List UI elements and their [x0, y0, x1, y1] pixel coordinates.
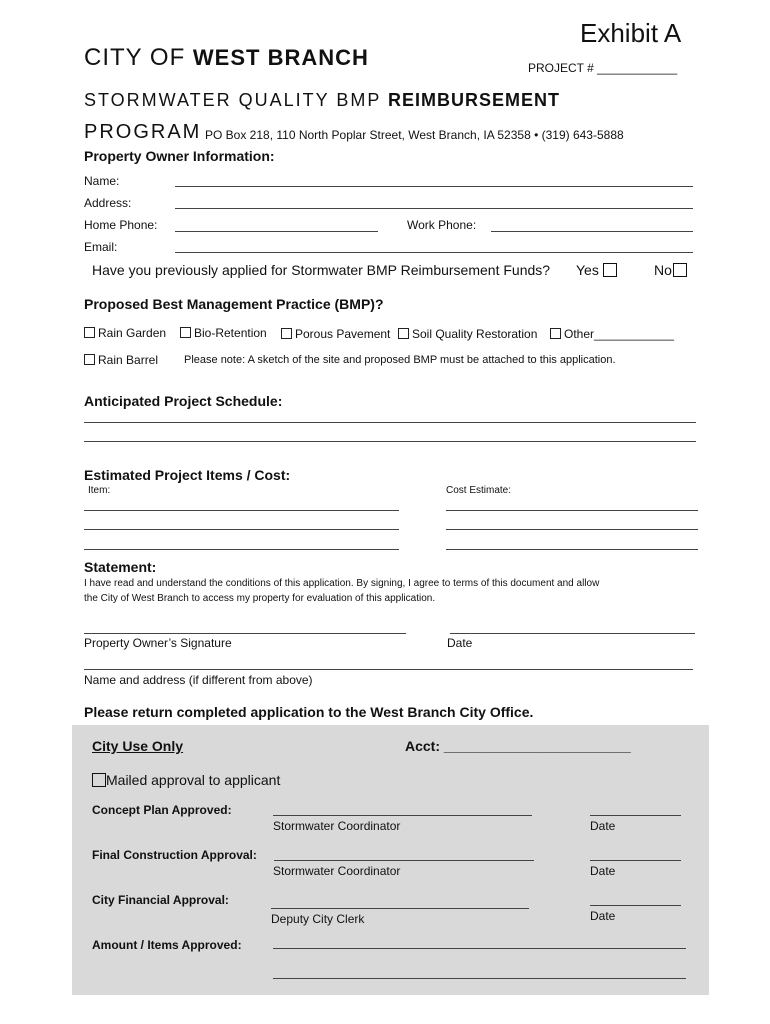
- date-line[interactable]: [450, 633, 695, 634]
- mailed-approval[interactable]: [92, 772, 280, 788]
- statement-line-1: I have read and understand the conditions of this application. By signing, I agree to terms of this document and allow: [84, 578, 600, 589]
- project-number: PROJECT # ____________: [528, 61, 678, 75]
- checkbox-icon[interactable]: [84, 354, 95, 365]
- bmp-heading: Proposed Best Management Practice (BMP)?: [84, 296, 384, 312]
- cost-heading: Estimated Project Items / Cost:: [84, 467, 291, 483]
- financial-date-label: Date: [590, 909, 616, 923]
- bmp-option-bio-retention[interactable]: [180, 326, 267, 340]
- schedule-heading: Anticipated Project Schedule:: [84, 393, 283, 409]
- email-field[interactable]: [175, 252, 693, 253]
- item-line-2[interactable]: [84, 529, 399, 530]
- schedule-line-2[interactable]: [84, 441, 696, 442]
- no-label: No: [654, 262, 672, 278]
- acct-field[interactable]: Acct: ________________________: [405, 738, 631, 754]
- checkbox-icon[interactable]: [84, 327, 95, 338]
- final-signature-line[interactable]: [274, 860, 534, 861]
- bmp-option-label: Soil Quality Restoration: [412, 327, 538, 341]
- concept-date-label: Date: [590, 819, 616, 833]
- statement-heading: Statement:: [84, 559, 157, 575]
- cost-estimate-label: Cost Estimate:: [446, 485, 512, 496]
- form-title-line2: PROGRAM: [84, 121, 202, 143]
- checkbox-icon[interactable]: [398, 328, 409, 339]
- amount-label: Amount / Items Approved:: [92, 938, 242, 952]
- concept-label: Concept Plan Approved:: [92, 803, 232, 817]
- bmp-option-other[interactable]: [550, 327, 674, 341]
- previous-question: Have you previously applied for Stormwater BMP Reimbursement Funds?: [92, 262, 551, 278]
- yes-option[interactable]: [576, 262, 617, 278]
- address-field[interactable]: [175, 208, 693, 209]
- item-line-1[interactable]: [84, 510, 399, 511]
- form-title-a: STORMWATER QUALITY BMP: [84, 90, 389, 110]
- checkbox-icon[interactable]: [180, 327, 191, 338]
- amount-line-1[interactable]: [273, 948, 686, 949]
- address-label: Address:: [84, 196, 132, 210]
- home-phone-label: Home Phone:: [84, 218, 158, 232]
- statement-line-2: the City of West Branch to access my property for evaluation of this application.: [84, 593, 436, 604]
- bmp-option-porous-pavement[interactable]: [281, 327, 390, 341]
- mailed-label: Mailed approval to applicant: [106, 772, 281, 788]
- city-prefix: CITY OF: [84, 44, 193, 71]
- owner-heading: Property Owner Information:: [84, 148, 275, 164]
- signature-line[interactable]: [84, 633, 406, 634]
- schedule-line-1[interactable]: [84, 422, 696, 423]
- bmp-option-label: Bio-Retention: [194, 326, 267, 340]
- city-name: WEST BRANCH: [192, 45, 369, 70]
- bmp-option-rain-barrel[interactable]: [84, 353, 158, 367]
- deputy-clerk-label: Deputy City Clerk: [271, 912, 365, 926]
- bmp-option-label: Porous Pavement: [295, 327, 391, 341]
- bmp-option-soil-quality[interactable]: [398, 327, 537, 341]
- final-label: Final Construction Approval:: [92, 848, 257, 862]
- final-date-label: Date: [590, 864, 616, 878]
- checkbox-icon[interactable]: [281, 328, 292, 339]
- amount-line-2[interactable]: [273, 978, 686, 979]
- form-title-line1: [84, 90, 560, 111]
- bmp-option-rain-garden[interactable]: [84, 326, 166, 340]
- work-phone-label: Work Phone:: [407, 218, 477, 232]
- item-line-3[interactable]: [84, 549, 399, 550]
- concept-signature-line[interactable]: [273, 815, 532, 816]
- bmp-note: Please note: A sketch of the site and proposed BMP must be attached to this application.: [184, 354, 616, 366]
- financial-date-line[interactable]: [590, 905, 681, 906]
- date-label: Date: [447, 636, 473, 650]
- final-coordinator-label: Stormwater Coordinator: [273, 864, 401, 878]
- financial-signature-line[interactable]: [271, 908, 529, 909]
- city-address: PO Box 218, 110 North Poplar Street, West Branch, IA 52358 • (319) 643-5888: [205, 128, 624, 142]
- final-date-line[interactable]: [590, 860, 681, 861]
- city-use-title: City Use Only: [92, 738, 184, 754]
- name-label: Name:: [84, 174, 120, 188]
- cost-line-3[interactable]: [446, 549, 698, 550]
- city-title: [84, 44, 369, 72]
- signature-label: Property Owner’s Signature: [84, 636, 232, 650]
- cost-line-2[interactable]: [446, 529, 698, 530]
- return-note: Please return completed application to the West Branch City Office.: [84, 704, 534, 720]
- name-address-label: Name and address (if different from above): [84, 673, 313, 687]
- exhibit-label: Exhibit A: [580, 18, 682, 48]
- email-label: Email:: [84, 240, 118, 254]
- bmp-option-label: Other____________: [564, 327, 675, 341]
- checkbox-icon[interactable]: [550, 328, 561, 339]
- mailed-checkbox[interactable]: [92, 773, 106, 787]
- yes-checkbox[interactable]: [603, 263, 617, 277]
- work-phone-field[interactable]: [491, 231, 693, 232]
- item-label: Item:: [88, 485, 111, 496]
- concept-coordinator-label: Stormwater Coordinator: [273, 819, 401, 833]
- no-option[interactable]: [654, 262, 687, 278]
- bmp-option-label: Rain Barrel: [98, 353, 159, 367]
- name-field[interactable]: [175, 186, 693, 187]
- form-title-b: REIMBURSEMENT: [388, 90, 561, 110]
- cost-line-1[interactable]: [446, 510, 698, 511]
- concept-date-line[interactable]: [590, 815, 681, 816]
- yes-label: Yes: [576, 262, 599, 278]
- bmp-option-label: Rain Garden: [98, 326, 167, 340]
- home-phone-field[interactable]: [175, 231, 378, 232]
- financial-label: City Financial Approval:: [92, 893, 229, 907]
- name-address-line[interactable]: [84, 669, 693, 670]
- no-checkbox[interactable]: [673, 263, 687, 277]
